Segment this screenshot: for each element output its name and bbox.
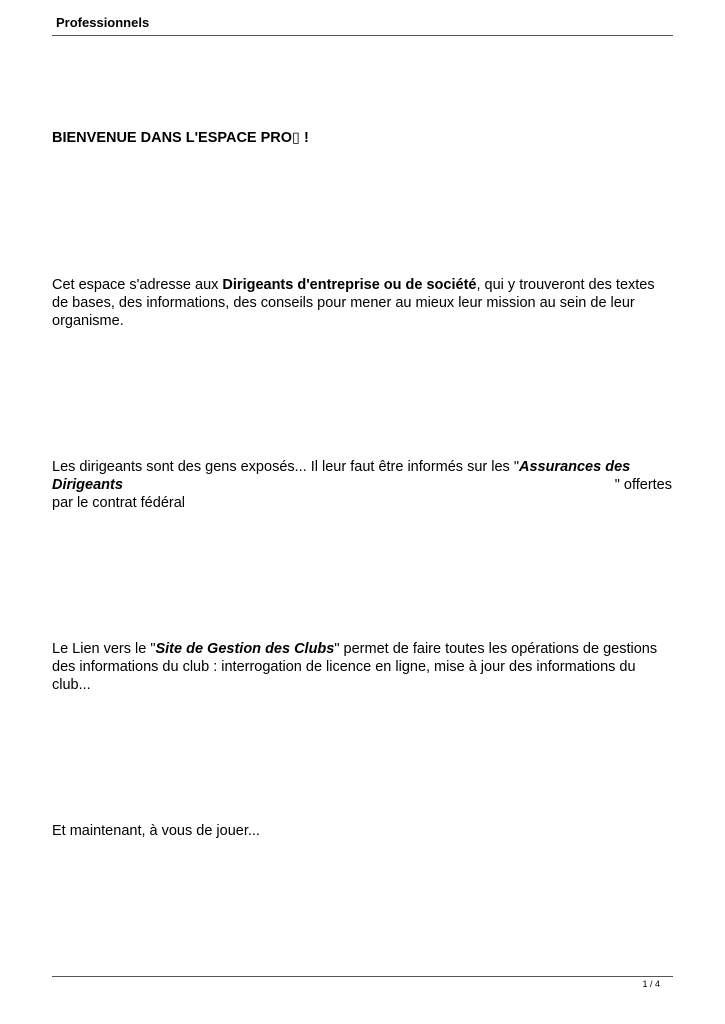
club-site-link[interactable]: Site de Gestion des Clubs	[155, 641, 335, 657]
club-site-text-start: Le Lien vers le "	[52, 641, 156, 657]
club-site-text-end: " permet de faire toutes les opérations de gestions des informations du club : interrogation de licence en ligne, mise à jour des informations du club...	[52, 641, 658, 693]
insurance-link-part1[interactable]: Assurances des	[518, 459, 631, 475]
intro-text-end: , qui y trouveront des textes de bases, des informations, des conseils pour mener au mieux leur mission au sein de leur organisme.	[52, 277, 655, 329]
page-number: 1 / 4	[642, 979, 660, 989]
intro-text-start: Cet espace s'adresse aux	[52, 277, 223, 293]
insurance-text-offered: " offertes	[614, 477, 672, 493]
insurance-line-3: par le contrat fédéral	[52, 495, 185, 511]
closing-paragraph: Et maintenant, à vous de jouer...	[52, 823, 260, 839]
footer-divider	[52, 976, 673, 977]
intro-emphasis: Dirigeants d'entreprise ou de société	[222, 277, 477, 293]
welcome-heading: BIENVENUE DANS L'ESPACE PRO▯ !	[52, 130, 309, 146]
intro-paragraph	[52, 276, 672, 330]
insurance-text-start: Les dirigeants sont des gens exposés... Il leur faut être informés sur les "	[52, 459, 519, 475]
insurance-line-2	[52, 476, 672, 494]
club-site-paragraph	[52, 640, 672, 694]
page-header-title: Professionnels	[56, 15, 150, 30]
insurance-line-1	[52, 458, 672, 476]
insurance-link-part2[interactable]: Dirigeants	[52, 477, 123, 493]
header-divider	[52, 35, 673, 36]
insurance-paragraph	[52, 458, 672, 512]
